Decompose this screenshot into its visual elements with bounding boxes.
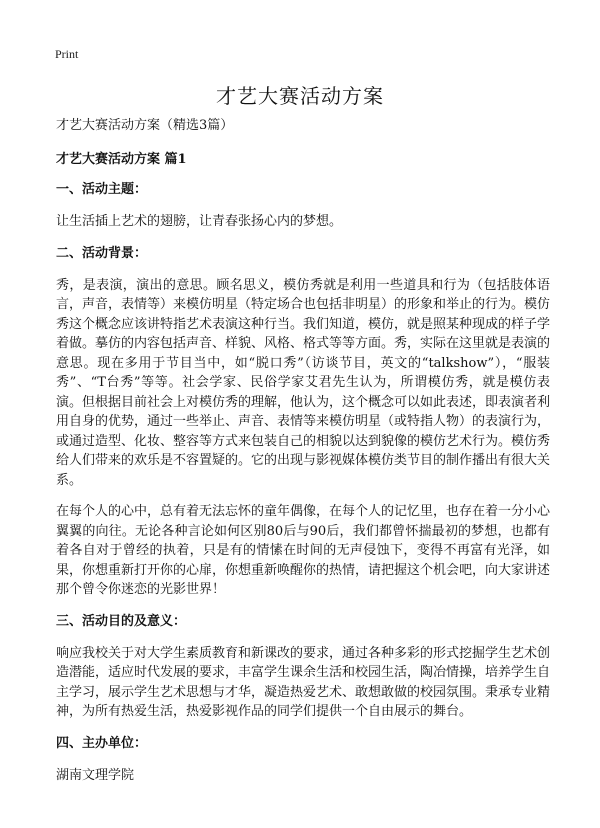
- section-heading-purpose: 三、活动目的及意义：: [56, 613, 187, 629]
- print-link[interactable]: Print: [55, 47, 79, 61]
- section-body-organizer: 湖南文理学院: [56, 767, 135, 783]
- section-body-purpose: 响应我校关于对大学生素质教育和新课改的要求，通过各种多彩的形式挖掘学生艺术创造潜能，适应时代发展的要求，丰富学生课余生活和校园生活，陶冶情操，培养学生自主学习，展示学生艺术思想与才华，凝造热爱艺术、敢想敢做的校园氛围。秉承专业精神，为所有热爱生活，热爱影视作品的同学们提供一个自由展示的舞台。: [56, 645, 551, 719]
- section-body-theme: 让生活插上艺术的翅膀，让青春张扬心内的梦想。: [56, 214, 343, 229]
- document-body: [56, 116, 550, 795]
- document-subtitle: 才艺大赛活动方案（精选3篇）: [56, 118, 234, 133]
- section-heading-background: 二、活动背景：: [56, 245, 148, 261]
- article-title: 才艺大赛活动方案 篇1: [56, 152, 187, 167]
- section-body-background-2: 在每个人的心中，总有着无法忘怀的童年偶像，在每个人的记忆里，也存在着一分小心翼翼的向往。无论各种言论如何区别80后与90后，我们都曾怀揣最初的梦想，也都有着各自对于曾经的执着，只是有的情愫在时间的无声侵蚀下，变得不再富有光泽，如果，你想重新打开你的心扉，你想重新唤醒你的热情，请把握这个机会吧，向大家讲述那个曾令你迷恋的光影世界！: [56, 504, 551, 597]
- page-title: 才艺大赛活动方案: [216, 84, 384, 108]
- section-heading-organizer: 四、主办单位：: [56, 735, 148, 751]
- section-body-background-1: 秀，是表演，演出的意思。顾名思义，模仿秀就是利用一些道具和行为（包括肢体语言，声音，表情等）来模仿明星（特定场合也包括非明星）的形象和举止的行为。模仿秀这个概念应该讲特指艺术表演这种行当。我们知道，模仿，就是照某种现成的样子学着做。摹仿的内容包括声音、样貌、风格、格式等等方面。秀，实际在这里就是表演的意思。现在多用于节目当中，如“脱口秀”（访谈节目，英文的“talkshow”），“服装秀”、“T台秀”等等。社会学家、民俗学家艾君先生认为，所谓模仿秀，就是模仿表演。但根据目前社会上对模仿秀的理解，他认为，这个概念可以如此表述，即表演者利用自身的优势，通过一些举止、声音、表情等来模仿明星（或特指人物）的表演行为，或通过造型、化妆、整容等方式来包装自己的相貌以达到貌像的模仿艺术行为。模仿秀给人们带来的欢乐是不容置疑的。它的出现与影视媒体模仿类节目的制作播出有很大关系。: [56, 277, 551, 488]
- section-heading-theme: 一、活动主题：: [56, 182, 148, 197]
